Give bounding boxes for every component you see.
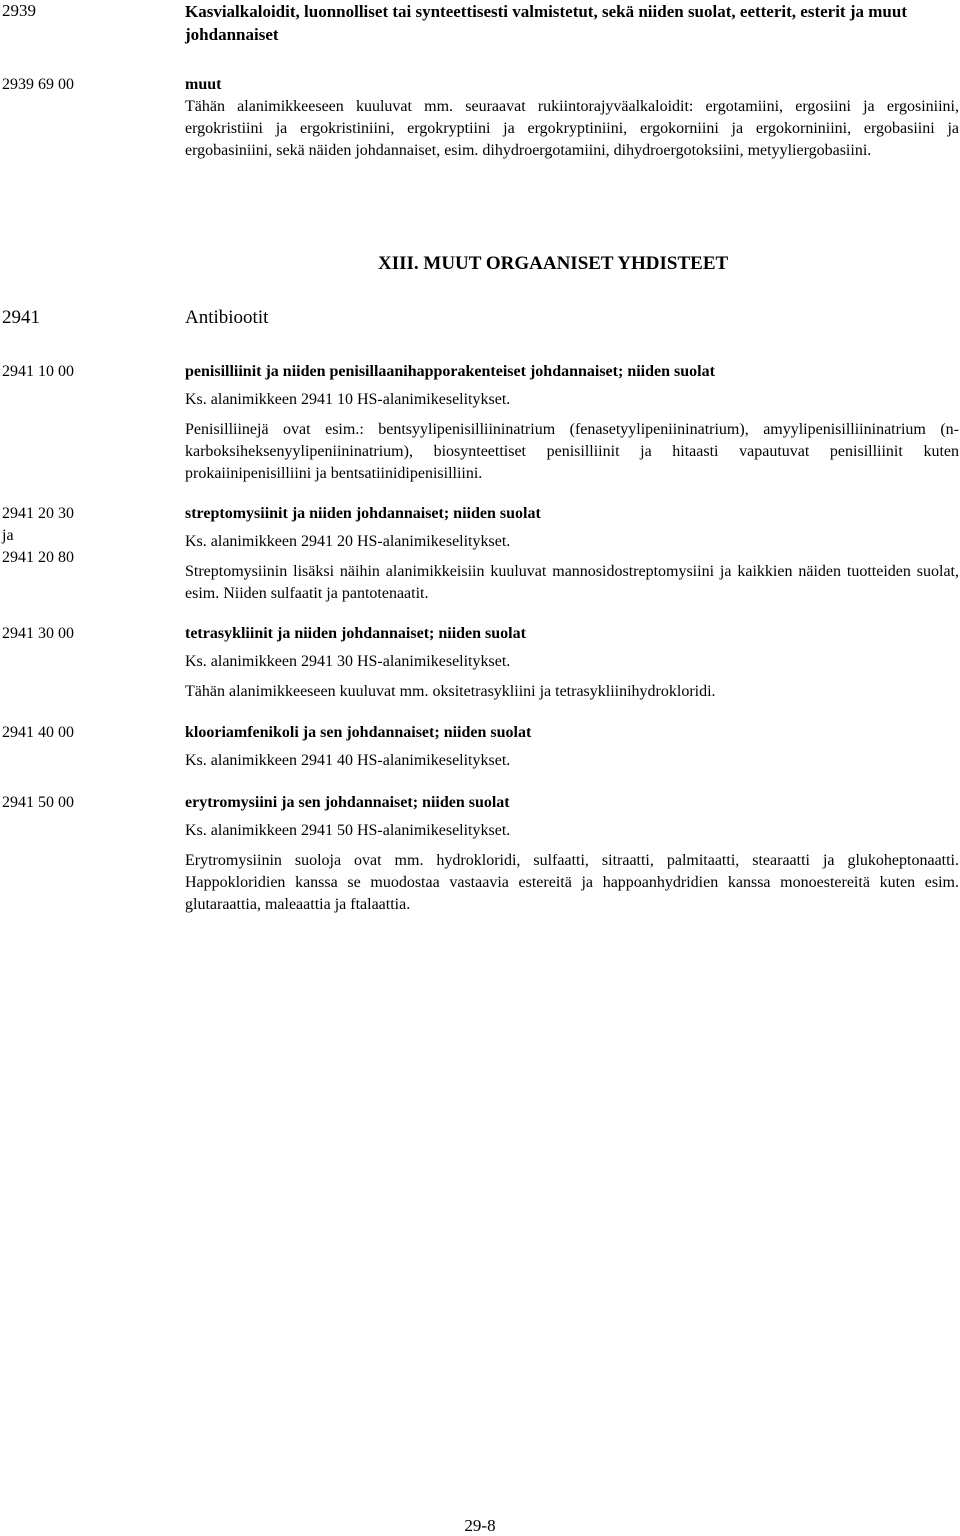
heading-name: Antibiootit — [185, 307, 269, 328]
entry-description: Erytromysiinin suoloja ovat mm. hydrokloridi, sulfaatti, sitraatti, palmitaatti, stearaatti ja glukoheptonaatti. Happokloridien kanssa se muodostaa vastaavia estereitä ja happoanhydridien kanssa monoestereitä kuten esim. glutaraattia, maleaattia ja ftalaattia. — [185, 852, 959, 913]
entry-reference: Ks. alanimikkeen 2941 40 HS-alanimikeselitykset. — [185, 752, 511, 769]
entry-reference: Ks. alanimikkeen 2941 30 HS-alanimikeselitykset. — [185, 653, 511, 670]
entry-code: 2939 69 00 — [2, 76, 74, 93]
entry-code: 2941 10 00 — [2, 363, 74, 380]
entry-heading: tetrasykliinit ja niiden johdannaiset; niiden suolat — [185, 625, 526, 642]
entry-code: 2941 50 00 — [2, 794, 74, 811]
section-title: XIII. MUUT ORGAANISET YHDISTEET — [378, 253, 729, 274]
entry-code-join: ja — [2, 527, 14, 544]
entry-description: Penisilliinejä ovat esim.: bentsyylipenisilliininatrium (fenasetyylipeniininatrium), amyylipenisilliininatrium (n-karboksiheksenyylipeniininatrium), biosynteettiset penisilliinit ja hitaasti vapautuvat penisilliinit kuten prokaiinipenisilliini ja bentsatiinidipenisilliini. — [185, 421, 959, 482]
entry-description: Tähän alanimikkeeseen kuuluvat mm. oksitetrasykliini ja tetrasykliinihydrokloridi. — [185, 683, 716, 700]
entry-code-group — [2, 503, 177, 569]
entry-description: Tähän alanimikkeeseen kuuluvat mm. seuraavat rukiintorajyväalkaloidit: ergotamiini, ergosiini ja ergosiniini, ergokristiini ja ergokristiniini, ergokryptiini ja ergokryptiniini, ergokorniini ja ergokorniniini, ergobasiini ja ergobasiniini, sekä näiden johdannaiset, esim. dihydroergotamiini, dihydroergotoksiini, metyyliergobasiini. — [185, 98, 959, 159]
entry-reference: Ks. alanimikkeen 2941 20 HS-alanimikeselitykset. — [185, 533, 511, 550]
entry-heading: klooriamfenikoli ja sen johdannaiset; niiden suolat — [185, 724, 532, 741]
entry-heading: Kasvialkaloidit, luonnolliset tai synteettisesti valmistetut, sekä niiden suolat, eetterit, esterit ja muut johdannaiset — [185, 2, 907, 44]
entry-code: 2939 — [2, 1, 36, 20]
entry-code: 2941 30 00 — [2, 625, 74, 642]
entry-code: 2941 20 80 — [2, 549, 74, 566]
entry-description: Streptomysiinin lisäksi näihin alanimikkeisiin kuuluvat mannosidostreptomysiini ja kaikkien näiden tuotteiden suolat, esim. Niiden sulfaatit ja pantotenaatit. — [185, 563, 959, 602]
heading-code: 2941 — [2, 307, 40, 328]
entry-heading: muut — [185, 76, 222, 93]
entry-heading: erytromysiini ja sen johdannaiset; niiden suolat — [185, 794, 510, 811]
entry-heading: streptomysiinit ja niiden johdannaiset; niiden suolat — [185, 505, 541, 522]
entry-reference: Ks. alanimikkeen 2941 10 HS-alanimikeselitykset. — [185, 391, 511, 408]
entry-code: 2941 20 30 — [2, 505, 74, 522]
entry-reference: Ks. alanimikkeen 2941 50 HS-alanimikeselitykset. — [185, 822, 511, 839]
entry-heading: penisilliinit ja niiden penisillaanihapporakenteiset johdannaiset; niiden suolat — [185, 363, 715, 380]
page-footer — [0, 1516, 960, 1536]
entry-code: 2941 40 00 — [2, 724, 74, 741]
page-number: 29-8 — [464, 1516, 496, 1535]
